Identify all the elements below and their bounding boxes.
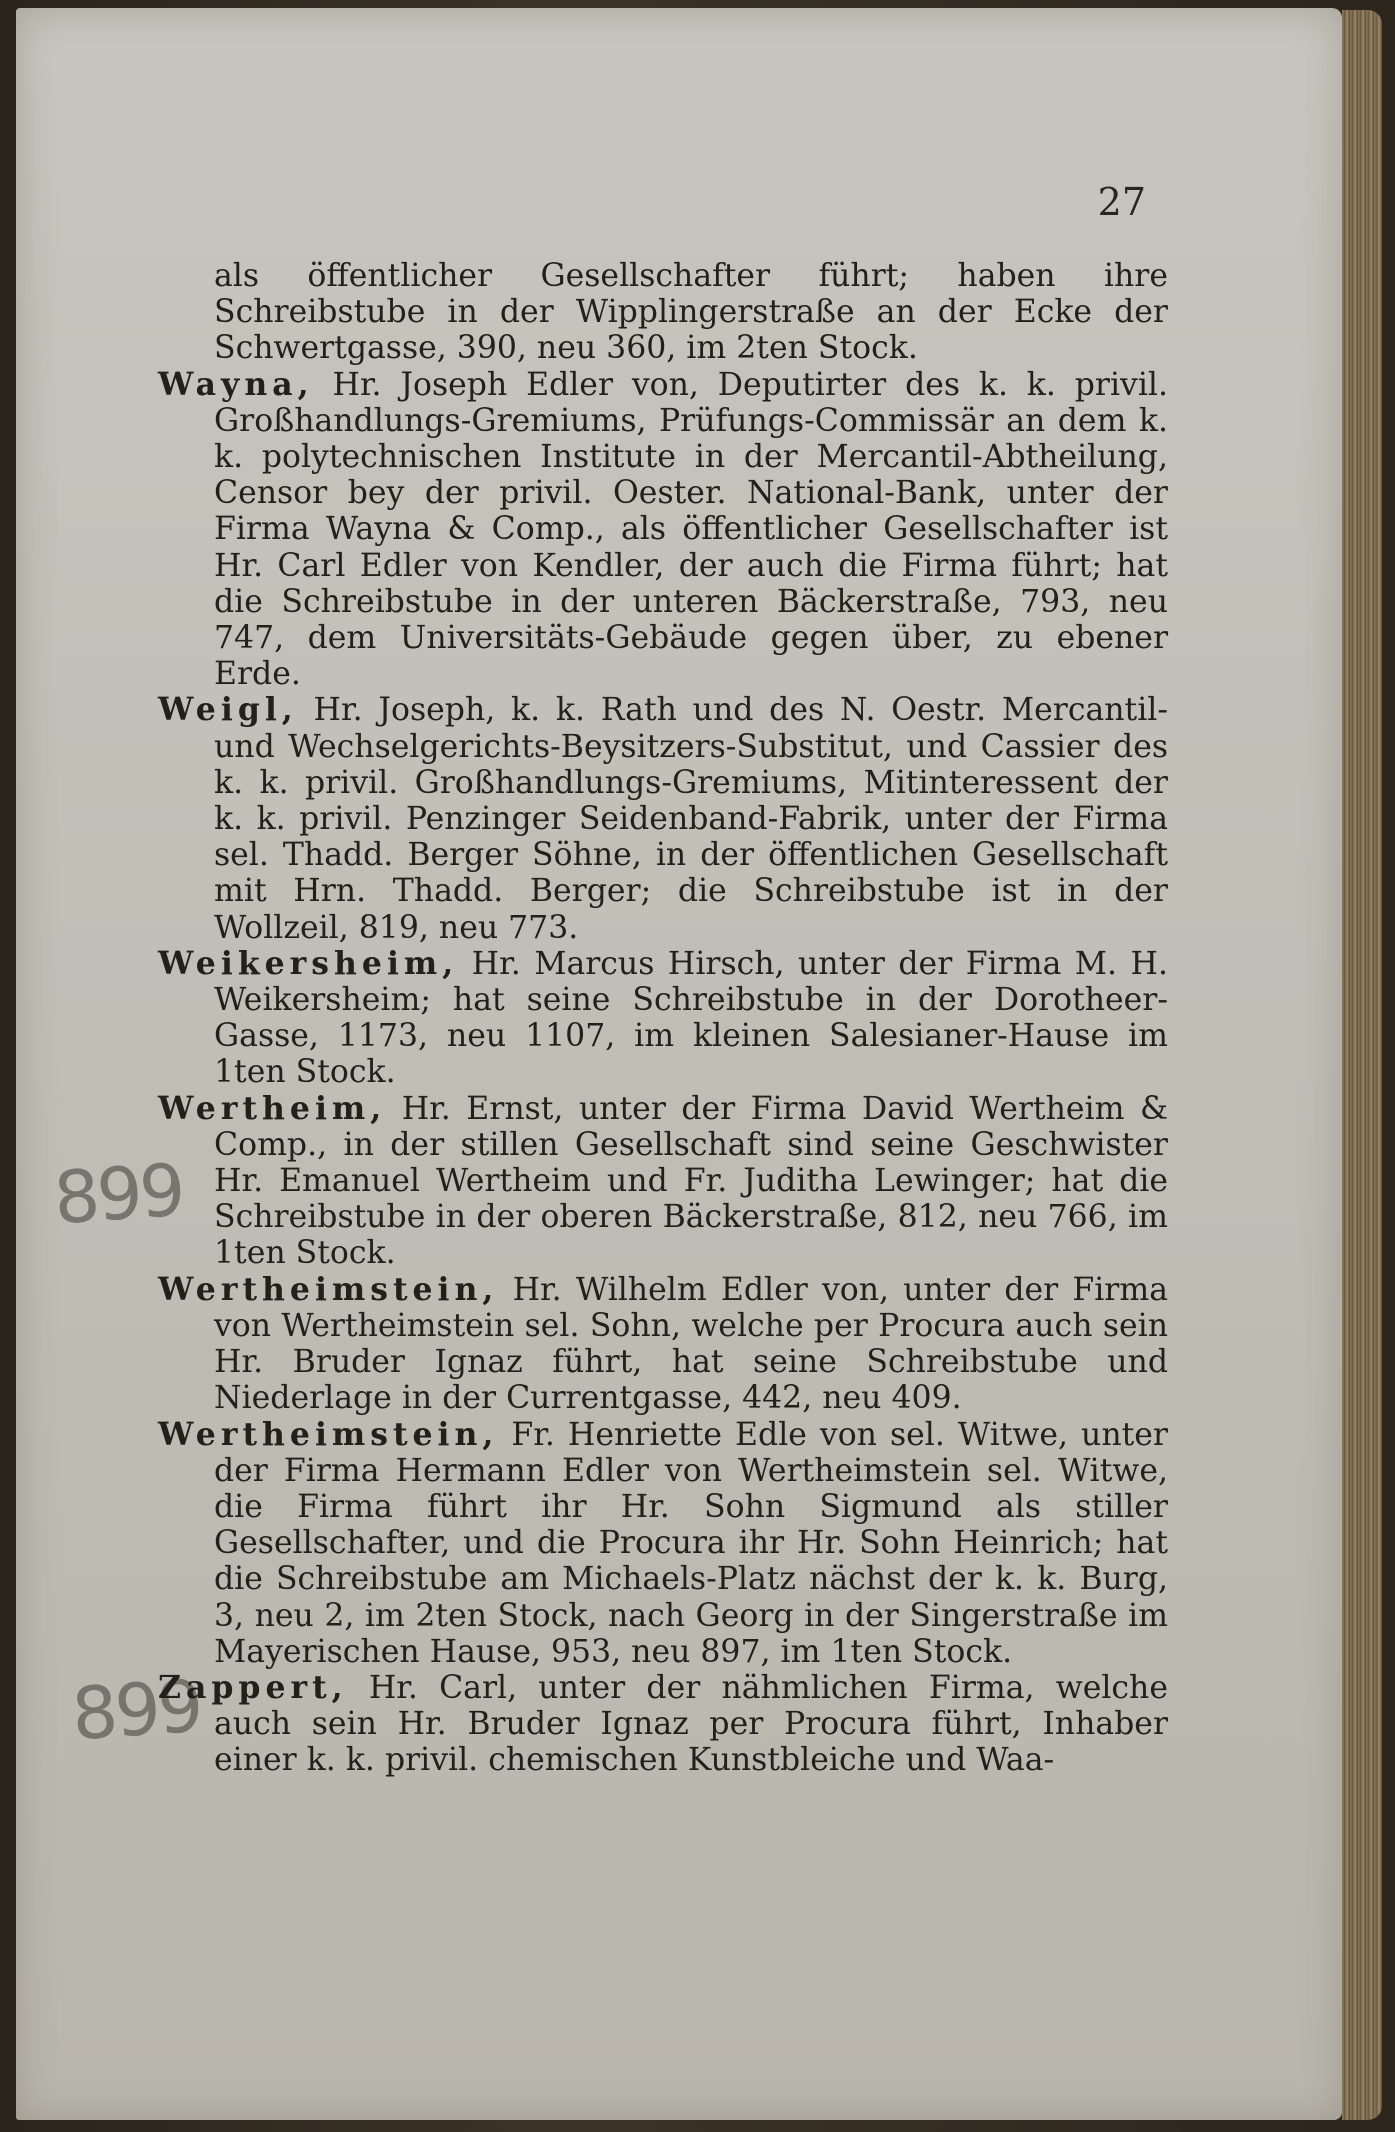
entry-text: Hr. Carl, unter der nähmlichen Firma, welche auch sein Hr. Bruder Ignaz per Procura führt, Inhaber einer k. k. privil. chemischen Kunstbleiche und Waa- <box>214 1669 1168 1779</box>
entry-text: Hr. Ernst, unter der Firma David Wertheim & Comp., in der stillen Gesellschaft sind seine Geschwister Hr. Emanuel Wertheim und Fr. Juditha Lewinger; hat die Schreibstube in der oberen Bäckerstraße, 812, neu 766, im 1ten Stock. <box>214 1090 1168 1272</box>
entry-text: Hr. Marcus Hirsch, unter der Firma M. H. Weikersheim; hat seine Schreibstube in der Dorotheer-Gasse, 1173, neu 1107, im kleinen Salesianer-Hause im 1ten Stock. <box>214 945 1168 1091</box>
directory-entry <box>158 1091 1168 1272</box>
entry-text: Fr. Henriette Edle von sel. Witwe, unter der Firma Hermann Edler von Wertheimstein sel. Witwe, die Firma führt ihr Hr. Sohn Sigmund als stiller Gesellschafter, und die Procura ihr Hr. Sohn Heinrich; hat die Schreibstube am Michaels-Platz nächst der k. k. Burg, 3, neu 2, im 2ten Stock, nach Georg in der Singerstraße im Mayerischen Hause, 953, neu 897, im 1ten Stock. <box>214 1416 1168 1670</box>
entry-text: Hr. Joseph Edler von, Deputirter des k. k. privil. Großhandlungs-Gremiums, Prüfungs-Commissär an dem k. k. polytechnischen Institute in der Mercantil-Abtheilung, Censor bey der privil. Oester. National-Bank, unter der Firma Wayna & Comp., als öffentlicher Gesellschafter ist Hr. Carl Edler von Kendler, der auch die Firma führt; hat die Schreibstube in der unteren Bäckerstraße, 793, neu 747, dem Universitäts-Gebäude gegen über, zu ebener Erde. <box>214 366 1168 693</box>
entry-text: Hr. Wilhelm Edler von, unter der Firma von Wertheimstein sel. Sohn, welche per Procura auch sein Hr. Bruder Ignaz führt, hat seine Schreibstube und Niederlage in der Currentgasse, 442, neu 409. <box>214 1271 1168 1417</box>
entry-name: Wertheim, <box>158 1089 387 1127</box>
directory-text <box>158 258 1168 1779</box>
entry-name: Weigl, <box>158 691 298 729</box>
entry-name: Weikersheim, <box>158 944 459 982</box>
entry-text: Hr. Joseph, k. k. Rath und des N. Oestr. Mercantil- und Wechselgerichts-Beysitzers-Substitut, und Cassier des k. k. privil. Großhandlungs-Gremiums, Mitinteressent der k. k. privil. Penzinger Seidenband-Fabrik, unter der Firma sel. Thadd. Berger Söhne, in der öffentlichen Gesellschaft mit Hrn. Thadd. Berger; die Schreibstube ist in der Wollzeil, 819, neu 773. <box>214 692 1168 946</box>
directory-entry <box>158 946 1168 1091</box>
directory-entry <box>158 1417 1168 1670</box>
entry-name: Wayna, <box>158 365 314 403</box>
page-number: 27 <box>1097 180 1146 224</box>
directory-entry <box>158 1272 1168 1417</box>
page-edge <box>1342 10 1382 2120</box>
handwritten-note: 899 <box>69 1663 204 1757</box>
directory-entry <box>158 1670 1168 1779</box>
directory-entry <box>158 367 1168 693</box>
continued-entry: als öffentlicher Gesellschafter führt; haben ihre Schreibstube in der Wipplingerstraße an der Ecke der Schwertgasse, 390, neu 360, im 2ten Stock. <box>214 258 1168 367</box>
directory-entry <box>158 692 1168 945</box>
entry-name: Zappert, <box>158 1668 348 1706</box>
entry-name: Wertheimstein, <box>158 1270 499 1308</box>
handwritten-note: 899 <box>51 1147 186 1241</box>
entry-name: Wertheimstein, <box>158 1415 499 1453</box>
